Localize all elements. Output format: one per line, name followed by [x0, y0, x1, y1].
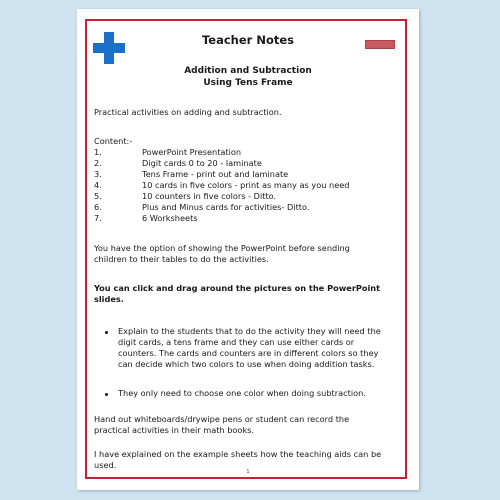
explain-text-line-2: used.	[94, 460, 117, 470]
option-text-line-1: You have the option of showing the PowerPoint before sending	[94, 243, 350, 253]
bullet-dot	[105, 331, 108, 334]
bullet-dot	[105, 393, 108, 396]
content-number: 7.	[94, 213, 102, 223]
content-number: 5.	[94, 191, 102, 201]
handout-text-line-1: Hand out whiteboards/drywipe pens or student can record the	[94, 414, 350, 424]
content-item: 10 counters in five colors - Ditto.	[142, 191, 277, 201]
content-number: 1.	[94, 147, 102, 157]
content-item: 10 cards in five colors - print as many as you need	[142, 180, 350, 190]
document-page	[77, 9, 419, 490]
bullet-1-line-3: counters. The cards and counters are in different colors so they	[118, 348, 379, 358]
bullet-1-line-1: Explain to the students that to do the activity they will need the	[118, 326, 381, 336]
page-number: 1	[246, 469, 250, 475]
content-number: 2.	[94, 158, 102, 168]
option-text-line-2: children to their tables to do the activities.	[94, 254, 269, 264]
subtitle-line-1: Addition and Subtraction	[184, 66, 312, 76]
bullet-1-line-4: can decide which two colors to use when doing addition tasks.	[118, 359, 375, 369]
content-number: 4.	[94, 180, 102, 190]
drag-text-line-1: You can click and drag around the pictures on the PowerPoint	[94, 283, 381, 293]
content-item: 6 Worksheets	[142, 213, 198, 223]
content-number: 3.	[94, 169, 102, 179]
content-number: 6.	[94, 202, 102, 212]
content-item: PowerPoint Presentation	[142, 147, 242, 157]
handout-text-line-2: practical activities in their math books.	[94, 425, 255, 435]
drag-text-line-2: slides.	[94, 294, 124, 304]
subtitle-line-2: Using Tens Frame	[203, 78, 293, 88]
content-heading: Content:-	[94, 136, 133, 146]
bullet-1-line-2: digit cards, a tens frame and they can use either cards or	[118, 337, 355, 347]
page-title: Teacher Notes	[201, 33, 295, 47]
bullet-2-line-1: They only need to choose one color when doing subtraction.	[118, 388, 366, 398]
content-item: Tens Frame - print out and laminate	[142, 169, 289, 179]
content-item: Plus and Minus cards for activities- Ditto.	[142, 202, 310, 212]
explain-text-line-1: I have explained on the example sheets how the teaching aids can be	[94, 449, 382, 459]
intro-text: Practical activities on adding and subtraction.	[94, 107, 282, 117]
content-item: Digit cards 0 to 20 - laminate	[142, 158, 262, 168]
